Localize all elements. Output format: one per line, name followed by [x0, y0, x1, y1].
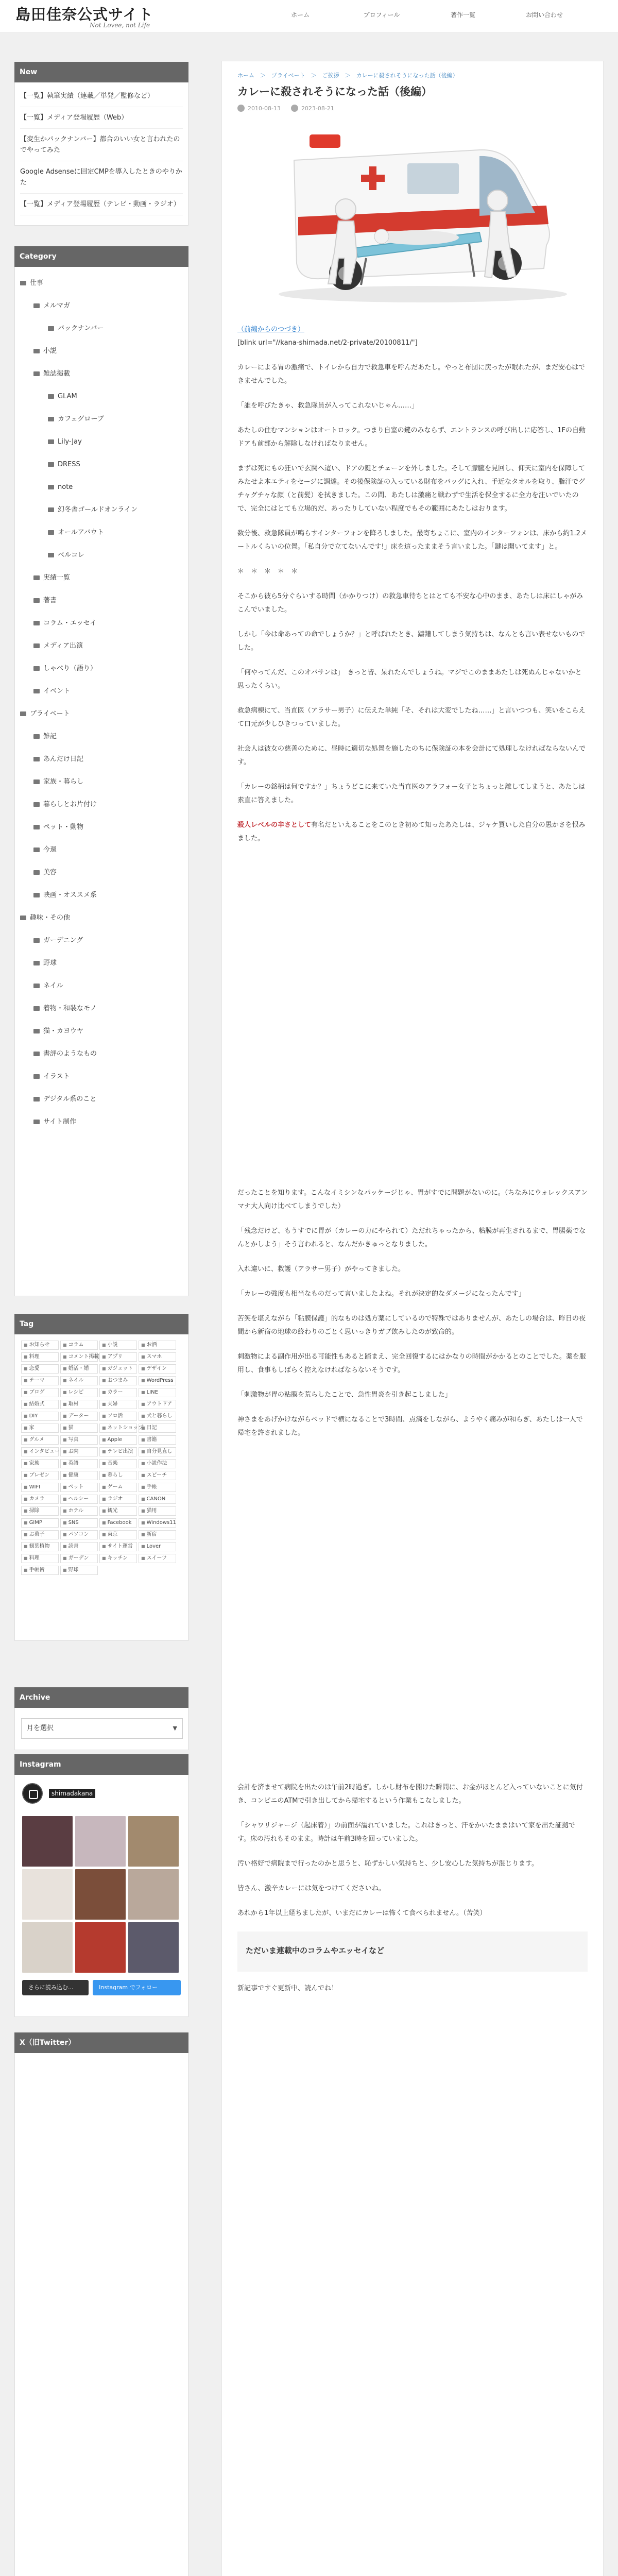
tag-link[interactable]: ■ 犬と暮らし	[139, 1412, 176, 1421]
tag-link[interactable]: ■ お知らせ	[21, 1341, 59, 1350]
article-body	[237, 323, 588, 1995]
category-item[interactable]	[20, 1043, 183, 1065]
instagram-profile[interactable]	[22, 1782, 181, 1805]
tag-link[interactable]: ■ 掃除	[21, 1506, 59, 1516]
folder-icon	[48, 485, 54, 489]
category-item[interactable]	[20, 635, 183, 657]
serial-callout-heading: ただいま連載中のコラムやエッセイなど	[237, 1931, 588, 1972]
new-post-list	[14, 82, 188, 226]
instagram-photo[interactable]	[75, 1922, 126, 1973]
nav-contact[interactable]: お問い合わせ	[525, 11, 563, 19]
category-label: 書評のようなもの	[43, 1050, 97, 1058]
category-item[interactable]	[20, 453, 183, 476]
folder-icon	[33, 1006, 40, 1011]
instagram-photo[interactable]	[22, 1869, 73, 1920]
category-label: 家族・暮らし	[43, 778, 84, 786]
tag-link[interactable]: ■ Lover	[139, 1542, 176, 1551]
tag-link[interactable]: ■ 恋愛	[21, 1364, 59, 1374]
folder-icon	[33, 848, 40, 852]
folder-icon	[33, 689, 40, 693]
tag-link[interactable]: ■ ゲーム	[99, 1483, 137, 1492]
category-label: イラスト	[43, 1073, 70, 1080]
category-item[interactable]	[20, 816, 183, 839]
tag-widget	[14, 1314, 188, 1641]
tag-link[interactable]: ■ 東京	[99, 1530, 137, 1539]
folder-icon	[33, 575, 40, 580]
category-label: note	[58, 483, 73, 491]
tag-link[interactable]: ■ レシピ	[60, 1388, 98, 1397]
instagram-photo[interactable]	[75, 1869, 126, 1920]
category-item[interactable]	[20, 997, 183, 1020]
folder-icon	[20, 281, 26, 285]
category-item[interactable]	[20, 725, 183, 748]
category-label: DRESS	[58, 461, 80, 468]
folder-icon	[33, 734, 40, 739]
tag-link[interactable]: ■ テーマ	[21, 1376, 59, 1385]
category-label: コラム・エッセイ	[43, 619, 97, 627]
tag-link[interactable]: ■ 暮らし	[99, 1471, 137, 1480]
category-item[interactable]	[20, 861, 183, 884]
tag-link[interactable]: ■ お肉	[60, 1447, 98, 1456]
folder-icon	[33, 870, 40, 875]
tag-link[interactable]: ■ ラジオ	[99, 1495, 137, 1504]
new-post-link[interactable]: Google Adsenseに回定CMPを導入したときのやりかた	[20, 161, 183, 194]
new-post-link[interactable]: 【一覧】メディア登場履歴（テレビ・動画・ラジオ）	[20, 194, 183, 215]
tag-link[interactable]: ■ コラム	[60, 1341, 98, 1350]
article-paragraph: 「誰を呼びたきゃ、救急隊員が入ってこれないじゃん……」	[237, 402, 419, 410]
category-label: 雑記	[43, 733, 57, 740]
tag-link[interactable]: ■ 料理	[21, 1554, 59, 1563]
instagram-icon	[22, 1783, 43, 1804]
source-reference	[237, 323, 588, 350]
instagram-actions	[22, 1980, 181, 1995]
category-item[interactable]	[20, 385, 183, 408]
folder-icon	[33, 1097, 40, 1101]
category-list	[14, 267, 188, 1296]
category-item[interactable]	[20, 771, 183, 793]
folder-icon	[33, 984, 40, 988]
category-label: 着物・和装なモノ	[43, 1005, 97, 1012]
category-label: 美容	[43, 869, 57, 876]
tag-link[interactable]: ■ CANON	[139, 1495, 176, 1504]
category-label: オールアバウト	[58, 529, 104, 536]
article-paragraph: まずは死にもの狂いで玄関へ這い、ドアの鍵とチェーンを外しました。そして朦朧を見回し、仰天に室内を保障してみたせよ本エティをセージに調達。その後保険証の入っている財布をバッグに入れ、手近なタオルを取り、脂汗でグチャグチャな顔（と前髪）を拭きました。この間、あたしは激痛と戦わずで生活を保全するに全力を注いでいたので、完全にはとても立場的だ、あったりしていない程度でもその範囲にあたしはおります。	[237, 465, 585, 513]
new-post-link[interactable]: 【一覧】メディア登場履歴（Web）	[20, 107, 183, 129]
tag-link[interactable]: ■ 小説作法	[139, 1459, 176, 1468]
tag-link[interactable]: ■ スイーツ	[139, 1554, 176, 1563]
category-label: イベント	[43, 687, 71, 695]
category-widget-title: Category	[14, 246, 188, 267]
category-item[interactable]	[20, 884, 183, 907]
article-paragraph: 「シャワリジャージ（起床着）」の前面が濡れていました。これはきっと、汗をかいたままはいて家を出た証拠です。床の汚れもそのまま。時計は午前3時を回っていました。	[237, 1822, 575, 1843]
tag-link[interactable]: ■ 手帳	[139, 1483, 176, 1492]
archive-month-select[interactable]	[21, 1718, 183, 1739]
article-paragraph: 苦笑を堪えながら「粘膜保護」的なものは処方薬にしているので特殊ではありませんが、あたしの場合は、昨日の夜間から新宿の地球の終わりのごとく思いっきりガブ飲みしたのが致命的。	[237, 1315, 586, 1336]
article-paragraph: 「カレーの強度も相当なものだって言いましたよね。それが決定的なダメージになったんです」	[237, 1290, 525, 1298]
tag-link[interactable]: ■ グルメ	[21, 1435, 59, 1445]
folder-icon	[33, 825, 40, 829]
category-label: メディア出演	[43, 642, 83, 650]
tag-link[interactable]: ■ Apple	[99, 1435, 137, 1445]
tag-link[interactable]: ■ 野球	[60, 1566, 98, 1575]
tag-link[interactable]: ■ LINE	[139, 1388, 176, 1397]
folder-icon	[33, 779, 40, 784]
hero-image	[237, 114, 588, 310]
article-paragraph: 神さまをあげかけながらベッドで横になることで3時間、点滴をしながら、ようやく痛みが和らぎ、あたしは一人で帰宅を許されました。	[237, 1416, 583, 1437]
tag-link[interactable]: ■ 小説	[99, 1341, 137, 1350]
tag-link[interactable]: ■ 結婚式	[21, 1400, 59, 1409]
article-paragraph: 「刺激物が胃の粘膜を荒らしたことで、急性胃炎を引き起こしました」	[237, 1391, 452, 1399]
updated-date: 2023-08-21	[291, 105, 334, 112]
tag-link[interactable]: ■ 自分見直し	[139, 1447, 176, 1456]
category-item[interactable]	[20, 839, 183, 861]
tag-link[interactable]: ■ GIMP	[21, 1518, 59, 1528]
instagram-photo[interactable]	[22, 1922, 73, 1973]
tag-link[interactable]: ■ ソロ活	[99, 1412, 137, 1421]
nav-profile[interactable]: プロフィール	[363, 11, 400, 19]
category-label: 野球	[43, 959, 57, 967]
folder-icon	[33, 666, 40, 671]
category-item[interactable]	[20, 1065, 183, 1088]
category-widget	[14, 246, 188, 1296]
category-label: ネイル	[43, 982, 63, 990]
category-item[interactable]	[20, 476, 183, 499]
tag-link[interactable]: ■ 音楽	[99, 1459, 137, 1468]
category-item[interactable]	[20, 975, 183, 997]
category-item[interactable]	[20, 793, 183, 816]
tag-link[interactable]: ■ ネイル	[60, 1376, 98, 1385]
category-item[interactable]	[20, 952, 183, 975]
category-label: ガーデニング	[43, 937, 83, 944]
article-paragraph: 「残念だけど、もうすでに胃が（カレーの力にやられて）ただれちゃったから、粘膜が再生されるまで、胃腸薬でなんとかしよう」そう言われると、なんだかきゅっとなりました。	[237, 1227, 586, 1248]
tag-link[interactable]: ■ アプリ	[99, 1352, 137, 1362]
category-item[interactable]	[20, 589, 183, 612]
tag-link[interactable]: ■ 取材	[60, 1400, 98, 1409]
category-item[interactable]	[20, 657, 183, 680]
tag-link[interactable]: ■ スピーチ	[139, 1471, 176, 1480]
category-item[interactable]	[20, 363, 183, 385]
tag-link[interactable]: ■ Facebook	[99, 1518, 137, 1528]
instagram-photo[interactable]	[75, 1816, 126, 1867]
tag-link[interactable]: ■ ヘルシー	[60, 1495, 98, 1504]
instagram-photo[interactable]	[128, 1922, 179, 1973]
folder-icon	[33, 938, 40, 943]
category-label: GLAM	[58, 393, 77, 400]
tag-link[interactable]: ■ 読書	[60, 1542, 98, 1551]
category-label: プライベート	[30, 710, 70, 718]
article-paragraph: しかし「今は命あっての命でしょうか？」と呼ばれたとき、躊躇してしまう気持ちは、なんとも言い表せないものでした。	[237, 631, 586, 652]
tag-link[interactable]: ■ ネットショップ	[99, 1423, 137, 1433]
tag-link[interactable]: ■ Windows11	[139, 1518, 176, 1528]
category-item[interactable]	[20, 340, 183, 363]
instagram-handle[interactable]: shimadakana	[49, 1789, 95, 1798]
tag-link[interactable]: ■ 家	[21, 1423, 59, 1433]
folder-icon	[33, 598, 40, 603]
category-label: Lily-Jay	[58, 438, 82, 446]
tag-link[interactable]: ■ 猫用	[139, 1506, 176, 1516]
tag-link[interactable]: ■ プレゼン	[21, 1471, 59, 1480]
tag-link[interactable]: ■ カメラ	[21, 1495, 59, 1504]
tag-link[interactable]: ■ ガーデン	[60, 1554, 98, 1563]
category-item[interactable]	[20, 703, 183, 725]
new-widget-title: New	[14, 62, 188, 82]
global-nav	[260, 10, 585, 19]
category-label: あんだけ日記	[43, 755, 84, 763]
tag-link[interactable]: ■ アウトドア	[139, 1400, 176, 1409]
x-widget	[14, 2032, 188, 2576]
article-paragraph: あたしの住むマンションはオートロック。つまり自室の鍵のみならず、エントランスの呼び出しに応答し、1Fの自動ドアも前部から解除しなければなりません。	[237, 427, 586, 448]
folder-icon	[33, 961, 40, 965]
category-item[interactable]	[20, 499, 183, 521]
chevron-down-icon: ▼	[173, 1725, 177, 1732]
folder-icon	[33, 893, 40, 897]
tag-cloud	[14, 1334, 188, 1641]
category-label: しゃべり（語り）	[43, 665, 97, 672]
folder-icon	[33, 802, 40, 807]
tag-link[interactable]: ■ コメント掲載	[60, 1352, 98, 1362]
instagram-photo[interactable]	[128, 1869, 179, 1920]
tag-link[interactable]: ■ 日記	[139, 1423, 176, 1433]
article-title: カレーに殺されそうになった話（後編）	[237, 86, 432, 98]
clock-icon	[237, 105, 245, 112]
article-paragraph	[237, 819, 588, 845]
folder-icon	[33, 757, 40, 761]
article-paragraph: 「何やってんだ、このオバサンは」 きっと皆、呆れたんでしょうね。マジでこのままあたしは死ぬんじゃないかと思ったくらい。	[237, 669, 582, 690]
tag-link[interactable]: ■ ホテル	[60, 1506, 98, 1516]
tag-link[interactable]: ■ ブログ	[21, 1388, 59, 1397]
folder-icon	[33, 621, 40, 625]
folder-icon	[33, 349, 40, 353]
instagram-widget	[14, 1754, 188, 2017]
category-label: 仕事	[30, 279, 44, 287]
category-item[interactable]	[20, 295, 183, 317]
tag-link[interactable]: ■ SNS	[60, 1518, 98, 1528]
prev-part-link[interactable]: （前編からのつづき）	[237, 326, 305, 333]
article-paragraph: 数分後、救急隊員が鳴らすインターフォンを降ろしました。最寄ちょこに、室内のインターフォンは、床から約1.2メートルくらいの位置。「私自分で立てないんです!」床を這ったままそう言いました。「鍵は開いてます」と。	[237, 530, 587, 551]
instagram-follow-button[interactable]: Instagram でフォロー	[93, 1980, 181, 1995]
tag-link[interactable]: ■ テレビ出演	[99, 1447, 137, 1456]
footer-note: 新記事ですぐ更新中、読んでね！	[237, 1985, 338, 1992]
tag-link[interactable]: ■ お菓子	[21, 1530, 59, 1539]
tag-link[interactable]: ■ 料理	[21, 1352, 59, 1362]
category-item[interactable]	[20, 272, 183, 295]
tag-link[interactable]: ■ ガジェット	[99, 1364, 137, 1374]
post-dates	[237, 105, 588, 112]
refresh-icon	[291, 105, 298, 112]
article-paragraph: そこから彼ら5分ぐらいする時間（かかりつけ）の救急車待ちとはとても不安な心中のまま、あたしは床にしゃがみこんでいました。	[237, 592, 583, 614]
category-label: 著書	[43, 597, 57, 604]
category-item[interactable]	[20, 1020, 183, 1043]
tag-link[interactable]: ■ 英語	[60, 1459, 98, 1468]
tag-link[interactable]: ■ 新宿	[139, 1530, 176, 1539]
category-label: デジタル系のこと	[43, 1095, 97, 1103]
section-divider: ＊ ＊ ＊ ＊ ＊	[237, 568, 298, 575]
article-paragraph: だったことを知ります。こんなイミシンなパッケージじゃ、胃がすでに問題がないのに。（ちなみにウォレックスアンマナ大人向け比べてしまうでした）	[237, 1189, 588, 1210]
archive-widget	[14, 1687, 188, 1750]
new-widget	[14, 62, 188, 226]
category-item[interactable]	[20, 521, 183, 544]
article-paragraph: カレーによる胃の激痛で、トイレから自力で救急車を呼んだあたし。やっと布団に戻ったが眠れたが、まだ安心はできませんでした。	[237, 364, 586, 385]
instagram-feed	[14, 1775, 188, 2017]
tag-link[interactable]: ■ 猫	[60, 1423, 98, 1433]
category-item[interactable]	[20, 929, 183, 952]
article-paragraph: あれから1年以上経ちましたが、いまだにカレーは怖くて食べられません。（苦笑）	[237, 1909, 487, 1917]
spacer	[237, 857, 588, 1187]
folder-icon	[33, 303, 40, 308]
category-item[interactable]	[20, 544, 183, 567]
site-tagline: Not Lovee, not Life	[90, 22, 150, 29]
tag-link[interactable]: ■ 健康	[60, 1471, 98, 1480]
load-more-button[interactable]: さらに読み込む...	[22, 1980, 89, 1995]
tag-link[interactable]: ■ データー	[60, 1412, 98, 1421]
article-paragraph: 「カレーの銘柄は何ですか？」ちょうどこに来ていた当直医のアラフォー女子とちょっと離してしまうと、あたしは素直に答えました。	[237, 783, 586, 804]
site-header	[0, 0, 618, 33]
category-label: 暮らしとお片付け	[43, 801, 97, 808]
folder-icon	[48, 394, 54, 399]
new-post-link[interactable]: 【一覧】執筆実績（連載／単発／監修など）	[20, 86, 183, 107]
category-label: 今週	[43, 846, 57, 854]
tag-link[interactable]: ■ 書籍	[139, 1435, 176, 1445]
category-item[interactable]	[20, 1111, 183, 1133]
category-label: 実績一覧	[43, 574, 71, 582]
tag-link[interactable]: ■ 観光	[99, 1506, 137, 1516]
tag-link[interactable]: ■ カラー	[99, 1388, 137, 1397]
x-timeline-embed[interactable]	[14, 2053, 188, 2576]
category-label: カフェグローブ	[58, 415, 104, 423]
tag-link[interactable]: ■ キッチン	[99, 1554, 137, 1563]
category-label: バックナンバー	[58, 325, 104, 332]
folder-icon	[33, 1029, 40, 1033]
category-label: 雑誌掲載	[43, 370, 71, 378]
tag-link[interactable]: ■ おつまみ	[99, 1376, 137, 1385]
category-label: ペット・動物	[43, 823, 84, 831]
published-date: 2010-08-13	[237, 105, 281, 112]
tag-link[interactable]: ■ ペット	[60, 1483, 98, 1492]
folder-icon	[48, 462, 54, 467]
sidebar	[14, 62, 188, 2576]
tag-link[interactable]: ■ パソコン	[60, 1530, 98, 1539]
tag-link[interactable]: ■ DIY	[21, 1412, 59, 1421]
emphasis-text: 殺人レベルの辛さとして	[237, 821, 312, 829]
category-item[interactable]	[20, 612, 183, 635]
category-label: 趣味・その他	[30, 914, 71, 922]
paragraph-text: 有名だといえることをこのとき初めて知ったあたしは、ジャケ買いした自分の愚かさを恨みました。	[237, 821, 586, 842]
article-paragraph: 入れ違いに、救護（アラサー男子）がやってきました。	[237, 1265, 405, 1273]
folder-icon	[48, 530, 54, 535]
category-item[interactable]	[20, 567, 183, 589]
folder-icon	[48, 507, 54, 512]
article-paragraph: 救急病棟にて、当直医（アラサー男子）に伝えた単純「そ、それは大変でしたね……」と言いつつも、笑いをこらえて口元が少しひきつっていました。	[237, 707, 586, 728]
breadcrumb[interactable]: ホーム ＞ プライベート ＞ ご挨拶 ＞ カレーに殺されそうになった話（後編）	[237, 72, 458, 79]
folder-icon	[33, 1120, 40, 1124]
tag-link[interactable]: ■ 手帳術	[21, 1566, 59, 1575]
folder-icon	[33, 371, 40, 376]
article-paragraph: 会計を済ませて病院を出たのは午前2時過ぎ。しかし財布を開けた瞬間に、お金がほとんど入っていないことに気付き、コンビニのATMで引き出してから帰宅するという作業もこなしました。	[237, 1784, 583, 1805]
folder-icon	[48, 417, 54, 421]
folder-icon	[48, 439, 54, 444]
article-paragraph: 皆さん、激辛カレーには気をつけてくださいね。	[237, 1885, 385, 1892]
site-logo[interactable]	[15, 3, 153, 29]
category-item[interactable]	[20, 1088, 183, 1111]
category-label: ベルコレ	[58, 551, 85, 559]
tag-link[interactable]: ■ 夫婦	[99, 1400, 137, 1409]
instagram-widget-title: Instagram	[14, 1754, 188, 1775]
tag-link[interactable]: ■ 家族	[21, 1459, 59, 1468]
folder-icon	[20, 711, 26, 716]
tag-link[interactable]: ■ お酒	[139, 1341, 176, 1350]
category-item[interactable]	[20, 431, 183, 453]
tag-link[interactable]: ■ サイト運営	[99, 1542, 137, 1551]
new-post-link[interactable]: 【変生かパックナンバー】都合のいい女と言われたのでやってみた	[20, 129, 183, 161]
archive-body	[14, 1708, 188, 1750]
tag-link[interactable]: ■ 観葉植物	[21, 1542, 59, 1551]
folder-icon	[48, 326, 54, 331]
category-item[interactable]	[20, 748, 183, 771]
archive-widget-title: Archive	[14, 1687, 188, 1708]
folder-icon	[20, 916, 26, 920]
folder-icon	[33, 1052, 40, 1056]
tag-link[interactable]: ■ スマホ	[139, 1352, 176, 1362]
nav-works[interactable]: 著作一覧	[450, 11, 475, 19]
article-paragraph: 刺激物による副作用が出る可能性もあると踏まえ、完全回復するにはかなりの時間がかかるとのことでした。薬を服用し、食事もしばらく控えなければならないそうです。	[237, 1353, 586, 1374]
article	[221, 61, 604, 2576]
category-label: 幻冬舎ゴールドオンライン	[58, 506, 138, 514]
tag-widget-title: Tag	[14, 1314, 188, 1334]
nav-home[interactable]: ホーム	[290, 11, 310, 19]
category-item[interactable]	[20, 680, 183, 703]
category-label: 猫・カヨウヤ	[43, 1027, 84, 1035]
spacer	[237, 1451, 588, 1781]
category-item[interactable]	[20, 408, 183, 431]
site-title[interactable]: 島田佳奈公式サイト	[15, 6, 153, 23]
instagram-grid	[22, 1816, 181, 1973]
tag-link[interactable]: ■ デザイン	[139, 1364, 176, 1374]
x-widget-title: X（旧Twitter）	[14, 2032, 188, 2053]
ambulance-illustration	[237, 114, 588, 310]
category-label: 小説	[43, 347, 57, 355]
article-paragraph: 汚い格好で病院まで行ったのかと思うと、恥ずかしい気持ちと、少し安心した気持ちが混じります。	[237, 1860, 538, 1868]
category-item[interactable]	[20, 907, 183, 929]
tag-link[interactable]: ■ 写真	[60, 1435, 98, 1445]
embed-shortcode: [blink url="//kana-shimada.net/2-private/20100811/"]	[237, 339, 418, 347]
tag-link[interactable]: ■ 婚活・婚	[60, 1364, 98, 1374]
folder-icon	[48, 553, 54, 557]
tag-link[interactable]: ■ インタビュー	[21, 1447, 59, 1456]
category-item[interactable]	[20, 317, 183, 340]
category-label: 映画・オススメ系	[43, 891, 97, 899]
folder-icon	[33, 643, 40, 648]
archive-select-value: 月を選択	[27, 1724, 54, 1732]
category-label: サイト制作	[43, 1118, 77, 1126]
folder-icon	[33, 1074, 40, 1079]
instagram-photo[interactable]	[128, 1816, 179, 1867]
instagram-photo[interactable]	[22, 1816, 73, 1867]
tag-link[interactable]: ■ WIFI	[21, 1483, 59, 1492]
category-label: メルマガ	[43, 302, 71, 310]
tag-link[interactable]: ■ WordPress	[139, 1376, 176, 1385]
article-paragraph: 社会人は彼女の慈善のために、昼時に適切な処置を施したのちに保険証の本を会計にて処理しなければならないんです。	[237, 745, 586, 766]
